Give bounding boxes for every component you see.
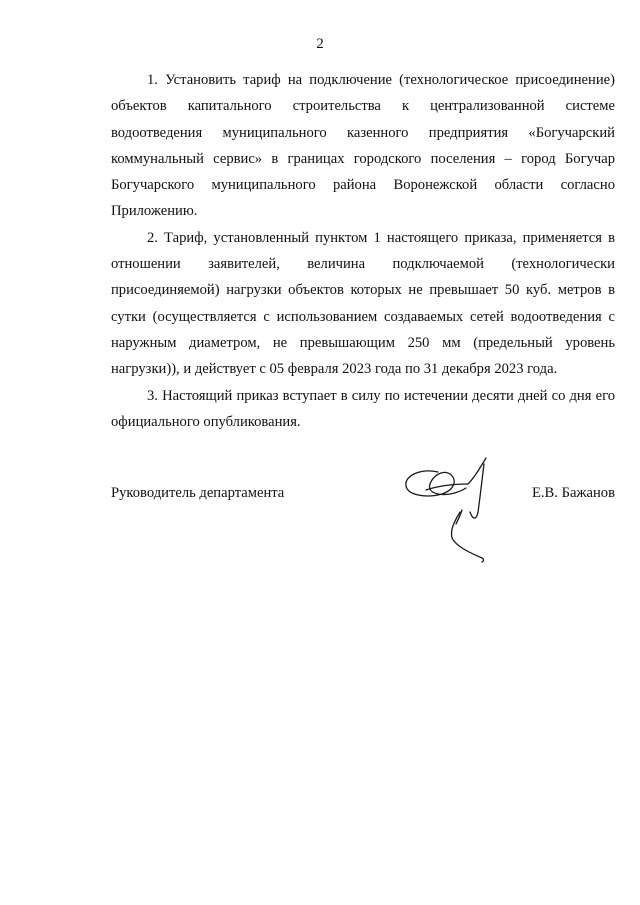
paragraph-1: 1. Установить тариф на подключение (технологическое присоединение) объектов капитального строительства к централизованной системе водоотведения муниципального казенного предприятия «Богучарский коммунальный сервис» в границах городского поселения – город Богучар Богучарского муниципального района Воронежской области согласно Приложению. [111, 72, 615, 220]
paragraph-2: 2. Тариф, установленный пунктом 1 настоящего приказа, применяется в отношении заявителей, величина подключаемой (технологически присоединяемой) нагрузки объектов которых не превышает 50 куб. метров в сутки (осуществляется с использованием создаваемых сетей водоотведения с наружным диаметром, не превышающим 250 мм (предельный уровень нагрузки)), и действует с 05 февраля 2023 года по 31 декабря 2023 года. [111, 229, 615, 378]
signatory-title: Руководитель департамента [111, 485, 285, 501]
page-number: 2 [316, 36, 324, 52]
handwritten-signature [398, 450, 503, 570]
signatory-name: Е.В. Бажанов [531, 485, 615, 501]
signature-block [111, 485, 615, 509]
document-body [111, 67, 615, 435]
paragraph-3: 3. Настоящий приказ вступает в силу по истечении десяти дней со дня его официального опубликования. [111, 387, 615, 430]
